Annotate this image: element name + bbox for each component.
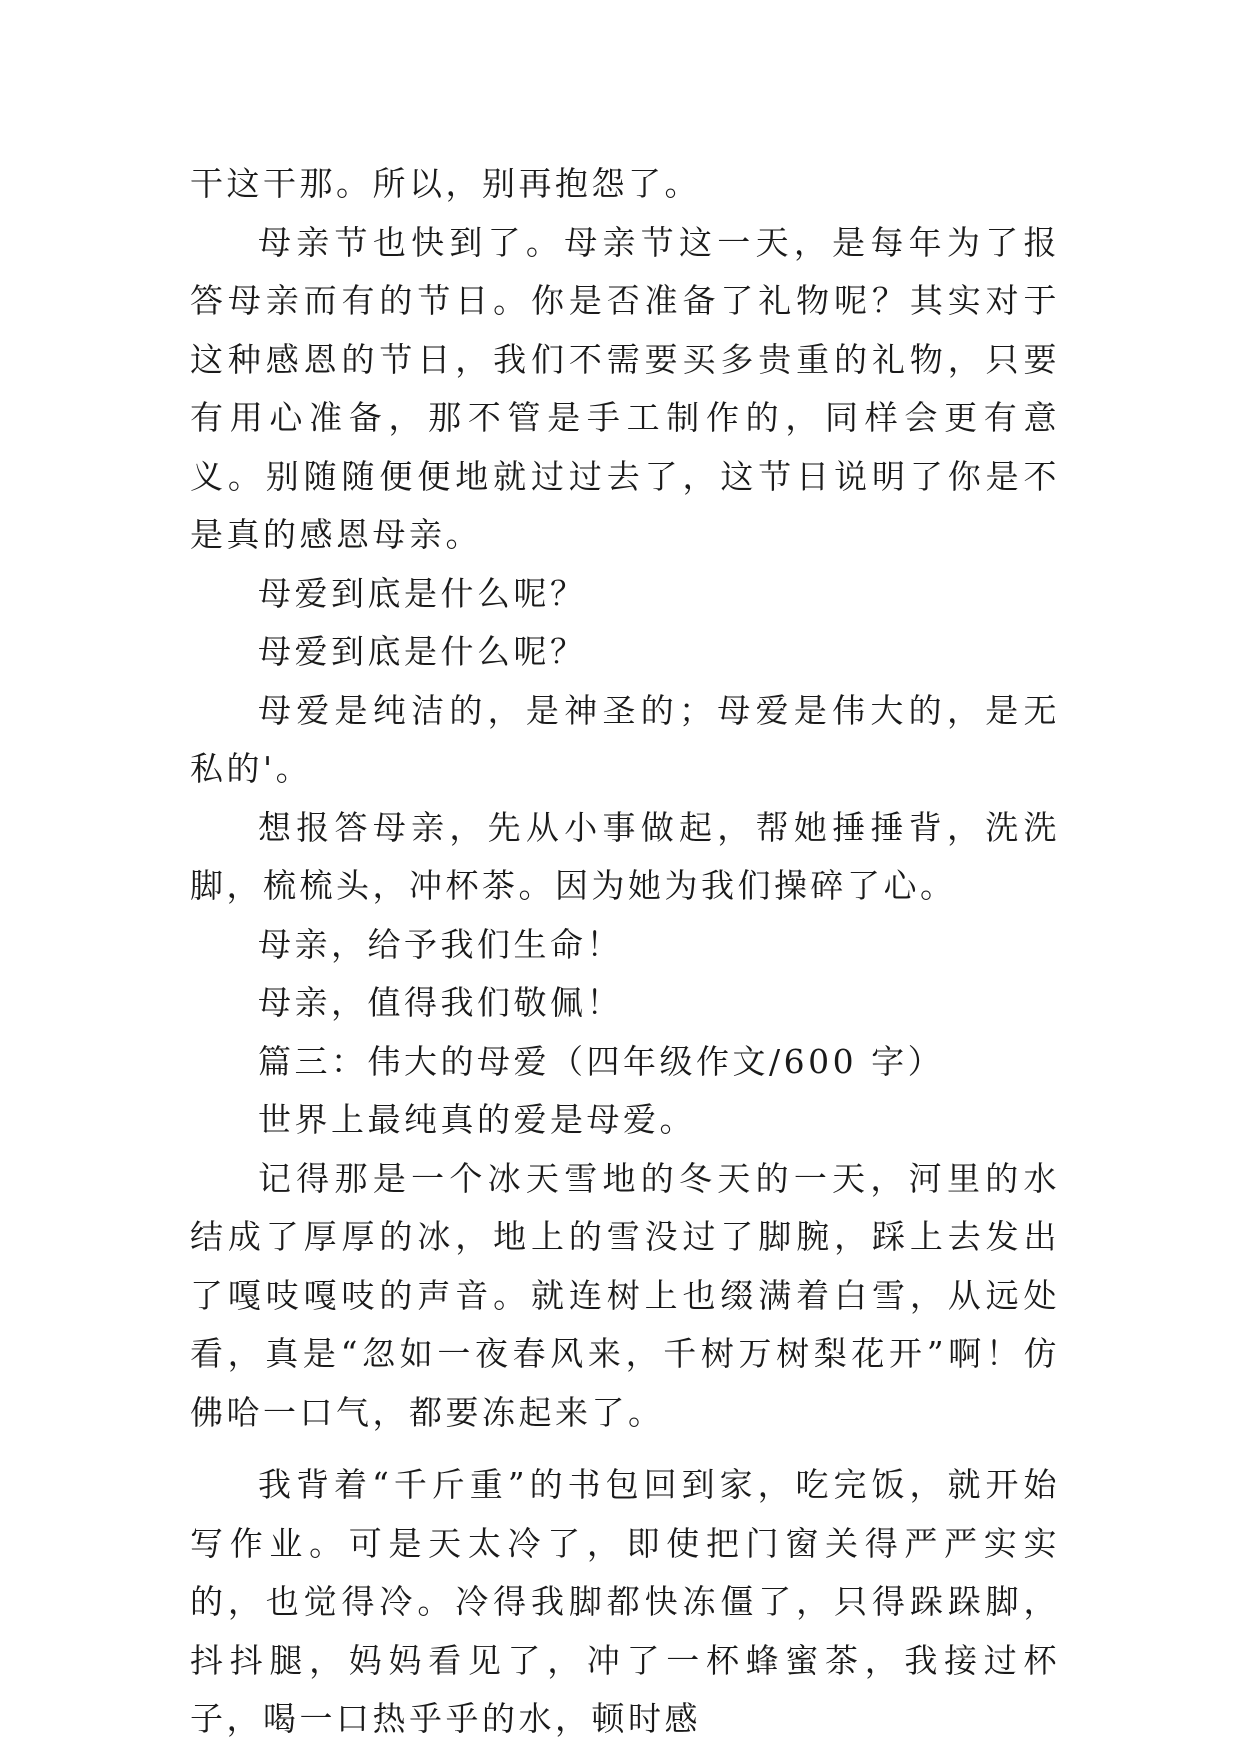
paragraph: 想报答母亲，先从小事做起，帮她捶捶背，洗洗脚，梳梳头，冲杯茶。因为她为我们操碎了心。 — [190, 807, 1060, 905]
paragraph: 干这干那。所以，别再抱怨了。 — [190, 164, 701, 203]
paragraph: 母爱是纯洁的，是神圣的；母爱是伟大的，是无私的'。 — [190, 690, 1060, 788]
document-body — [190, 155, 1060, 1749]
paragraph: 母爱到底是什么呢？ — [258, 632, 587, 671]
paragraph: 世界上最纯真的爱是母爱。 — [258, 1100, 696, 1139]
paragraph: 母爱到底是什么呢？ — [258, 573, 587, 613]
section-heading: 篇三：伟大的母爱（四年级作文/600 字） — [258, 1041, 945, 1081]
paragraph: 母亲，值得我们敬佩！ — [258, 983, 623, 1022]
paragraph: 我背着“千斤重”的书包回到家，吃完饭，就开始写作业。可是天太冷了，即使把门窗关得严严实实的，也觉得冷。冷得我脚都快冻僵了，只得跺跺脚，抖抖腿，妈妈看见了，冲了一杯蜂蜜茶，我接过杯子，喝一口热乎乎的水，顿时感 — [190, 1465, 1060, 1738]
paragraph: 母亲，给予我们生命！ — [258, 924, 623, 964]
paragraph: 母亲节也快到了。母亲节这一天，是每年为了报答母亲而有的节日。你是否准备了礼物呢？其实对于这种感恩的节日，我们不需要买多贵重的礼物，只要有用心准备，那不管是手工制作的，同样会更有意义。别随随便便地就过过去了，这节日说明了你是不是真的感恩母亲。 — [190, 222, 1060, 554]
paragraph: 记得那是一个冰天雪地的冬天的一天，河里的水结成了厚厚的冰，地上的雪没过了脚腕，踩上去发出了嘎吱嘎吱的声音。就连树上也缀满着白雪，从远处看，真是“忽如一夜春风来，千树万树梨花开”啊！仿佛哈一口气，都要冻起来了。 — [190, 1158, 1060, 1432]
